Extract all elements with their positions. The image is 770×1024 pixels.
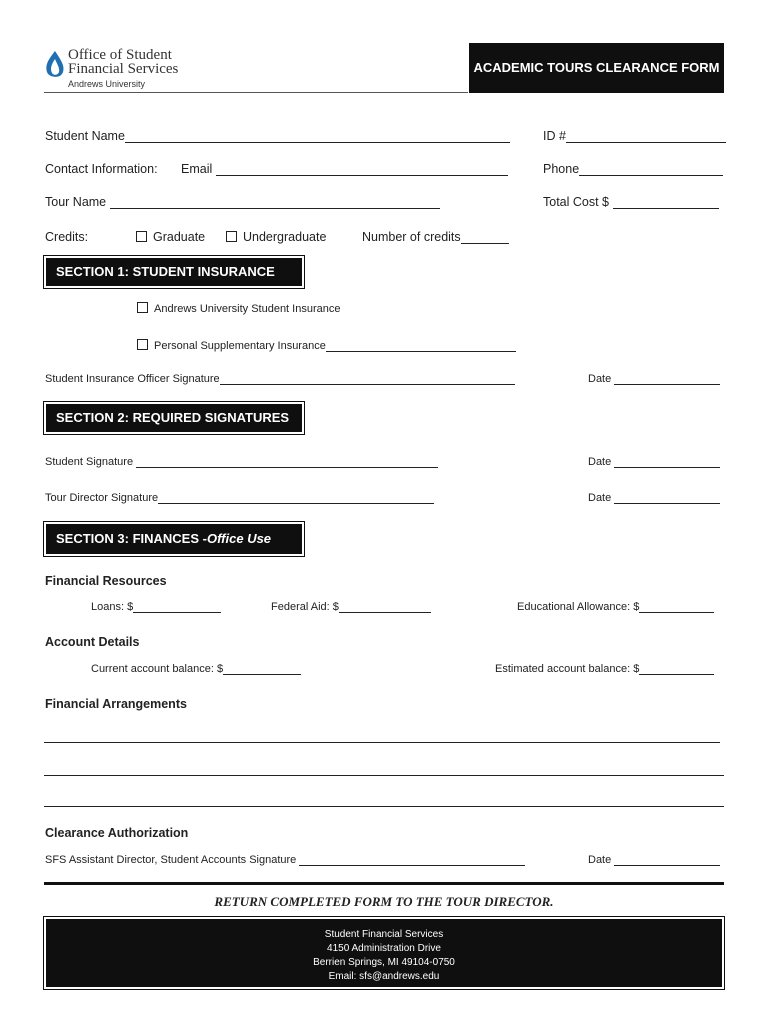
id-field[interactable]	[543, 129, 726, 143]
arrangements-line-3[interactable]	[44, 806, 724, 807]
number-of-credits-field[interactable]	[362, 230, 509, 244]
section1-header	[44, 256, 304, 288]
graduate-label: Graduate	[153, 230, 206, 244]
logo-line1: Office of Student	[68, 47, 172, 63]
section2-header	[44, 402, 304, 434]
logo-line2: Financial Services	[68, 61, 179, 77]
sfs-signature-label: SFS Assistant Director, Student Accounts Signature	[45, 854, 297, 866]
personal-insurance-label: Personal Supplementary Insurance	[154, 340, 326, 352]
checkbox-icon	[137, 339, 148, 350]
checkbox-icon	[226, 231, 237, 242]
return-note: RETURN COMPLETED FORM TO THE TOUR DIRECTOR.	[214, 894, 554, 909]
undergraduate-label: Undergraduate	[243, 230, 327, 244]
tour-name-label: Tour Name	[45, 195, 107, 209]
student-name-label: Student Name	[45, 129, 125, 143]
student-signature-date-label: Date	[588, 456, 612, 468]
email-field[interactable]	[181, 162, 508, 176]
insurance-officer-signature-label: Student Insurance Officer Signature	[45, 373, 220, 385]
checkbox-icon	[136, 231, 147, 242]
total-cost-field[interactable]	[543, 195, 719, 209]
id-label: ID #	[543, 129, 566, 143]
arrangements-line-2[interactable]	[44, 775, 724, 776]
educational-allowance-label: Educational Allowance: $	[517, 601, 640, 613]
section3-title: SECTION 3: FINANCES -	[56, 531, 207, 546]
andrews-insurance-label: Andrews University Student Insurance	[154, 303, 341, 315]
logo-subtitle: Andrews University	[68, 79, 146, 89]
checkbox-icon	[137, 302, 148, 313]
total-cost-label: Total Cost $	[543, 195, 610, 209]
header-rule	[44, 92, 468, 93]
address-line-3: Berrien Springs, MI 49104-0750	[313, 957, 455, 968]
section3-title-emphasis: Office Use Only	[56, 531, 272, 576]
contact-email[interactable]: Email: sfs@andrews.edu	[328, 971, 440, 982]
student-signature-label: Student Signature	[45, 456, 134, 468]
section2-title: SECTION 2: REQUIRED SIGNATURES	[56, 410, 290, 425]
financial-resources-heading: Financial Resources	[45, 574, 167, 588]
estimated-balance-field[interactable]	[495, 662, 714, 675]
loans-label: Loans: $	[91, 601, 134, 613]
financial-arrangements-heading: Financial Arrangements	[45, 697, 187, 711]
account-details-heading: Account Details	[45, 635, 140, 649]
section3-header	[44, 522, 304, 576]
form-title-text: ACADEMIC TOURS CLEARANCE FORM	[473, 60, 720, 75]
number-of-credits-label: Number of credits	[362, 230, 461, 244]
footer-rule	[44, 882, 724, 885]
insurance-date-field[interactable]	[588, 372, 720, 385]
clearance-authorization-heading: Clearance Authorization	[45, 826, 189, 840]
credits-label: Credits:	[45, 230, 89, 244]
undergraduate-checkbox[interactable]	[226, 230, 326, 244]
address-line-1: Student Financial Services	[324, 929, 444, 940]
federal-aid-label: Federal Aid: $	[271, 601, 339, 613]
tour-name-field[interactable]	[45, 195, 440, 209]
address-line-2: 4150 Administration Drive	[327, 943, 441, 954]
current-balance-label: Current account balance: $	[91, 663, 224, 675]
logo	[44, 48, 204, 92]
andrews-insurance-checkbox[interactable]	[137, 302, 340, 315]
loans-field[interactable]	[91, 600, 221, 613]
sfs-signature-field[interactable]	[45, 853, 525, 866]
flame-icon	[44, 50, 66, 80]
phone-field[interactable]	[543, 162, 723, 176]
sfs-date-label: Date	[588, 854, 612, 866]
federal-aid-field[interactable]	[271, 600, 431, 613]
student-name-field[interactable]	[45, 129, 510, 143]
insurance-date-label: Date	[588, 373, 612, 385]
educational-allowance-field[interactable]	[517, 600, 714, 613]
email-label: Email	[181, 162, 213, 176]
student-signature-date-field[interactable]	[588, 455, 720, 468]
tour-director-date-label: Date	[588, 492, 612, 504]
personal-insurance-checkbox[interactable]	[137, 339, 516, 352]
tour-director-signature-label: Tour Director Signature	[45, 492, 159, 504]
phone-label: Phone	[543, 162, 580, 176]
student-signature-field[interactable]	[45, 455, 438, 468]
insurance-officer-signature-field[interactable]	[45, 372, 515, 385]
contact-info-label: Contact Information:	[45, 162, 158, 176]
form-title	[469, 43, 724, 93]
contact-box	[44, 917, 724, 989]
current-balance-field[interactable]	[91, 662, 301, 675]
sfs-date-field[interactable]	[588, 853, 720, 866]
tour-director-signature-field[interactable]	[45, 491, 434, 504]
tour-director-date-field[interactable]	[588, 491, 720, 504]
section1-title: SECTION 1: STUDENT INSURANCE	[56, 264, 275, 279]
arrangements-line-1[interactable]	[44, 742, 720, 743]
estimated-balance-label: Estimated account balance: $	[495, 663, 640, 675]
graduate-checkbox[interactable]	[136, 230, 205, 244]
